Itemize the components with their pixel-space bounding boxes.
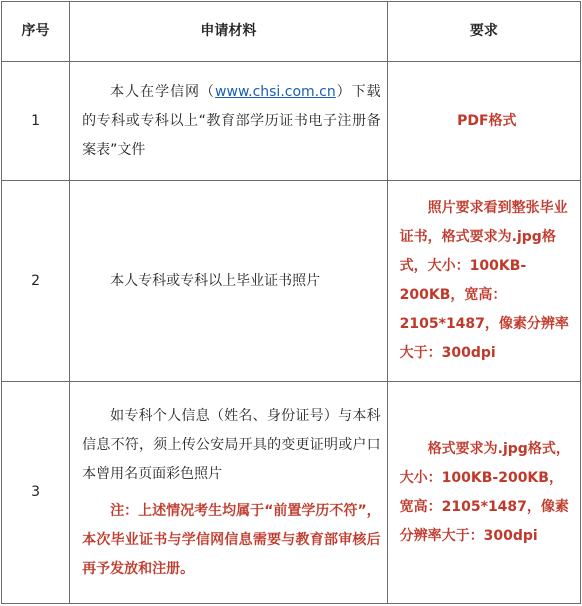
header-requirements: 要求	[387, 2, 580, 62]
requirement-cell	[387, 382, 580, 604]
table-header-row	[2, 2, 581, 62]
requirement-text: 格式要求为.jpg格式，大小：100KB-200KB，宽高：2105*1487，像素分辨率大于：300dpi	[399, 440, 570, 544]
header-materials: 申请材料	[70, 2, 388, 62]
material-cell	[70, 181, 388, 382]
row-number: 1	[2, 62, 70, 181]
material-text-pre: 本人在学信网（	[110, 83, 216, 100]
requirement-cell	[387, 181, 580, 382]
row-number: 3	[2, 382, 70, 604]
material-cell	[70, 62, 388, 181]
requirement-text: 照片要求看到整张毕业证书，格式要求为.jpg格式，大小：100KB-200KB，宽高：2105*1487，像素分辨率大于：300dpi	[399, 200, 569, 361]
material-note: 注：上述情况考生均属于“前置学历不符”，本次毕业证书与学信网信息需要与教育部审核后再予发放和注册。	[82, 502, 381, 577]
table-row	[2, 62, 581, 181]
row-number: 2	[2, 181, 70, 382]
header-serial-number: 序号	[2, 2, 70, 62]
table-row	[2, 181, 581, 382]
requirements-table	[1, 1, 581, 604]
material-text: 如专科个人信息（姓名、身份证号）与本科信息不符，须上传公安局开具的变更证明或户口本曾用名页面彩色照片	[82, 407, 381, 482]
requirement-cell: PDF格式	[387, 62, 580, 181]
material-cell	[70, 382, 388, 604]
material-text	[82, 78, 381, 165]
material-text-post: ）下载的专科或专科以上“教育部学历证书电子注册备案表”文件	[82, 83, 381, 158]
material-text: 本人专科或专科以上毕业证书照片	[110, 272, 321, 289]
chsi-link[interactable]: www.chsi.com.cn	[215, 83, 336, 100]
table-row	[2, 382, 581, 604]
